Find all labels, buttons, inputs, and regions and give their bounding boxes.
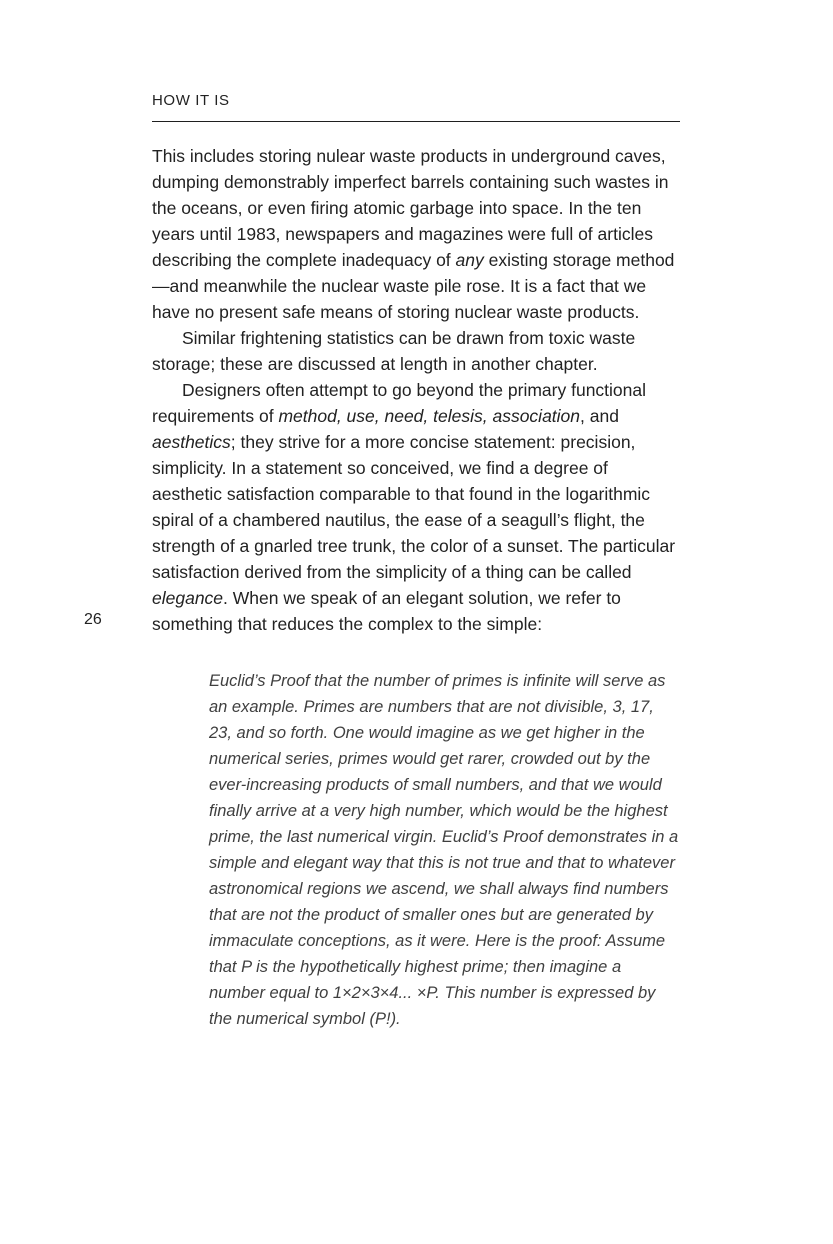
- paragraph: [152, 377, 680, 637]
- text-column: [152, 92, 680, 1032]
- paragraph: [152, 325, 680, 377]
- text-segment: Designers often attempt to go beyond the primary functional requirements of: [152, 380, 647, 426]
- quote-text: Euclid’s Proof that the number of primes is infinite will serve as an example. Primes are numbers that are not divisible, 3, 17, 23, and so forth. One would imagine as we get higher in the numerical series, primes would get rarer, crowded out by the ever-increasing products of small numbers, and that we would finally arrive at a very high number, which would be the highest prime, the last numerical virgin. Euclid’s Proof demonstrates in a simple and elegant way that this is not true and that to whatever astronomical regions we ascend, we shall always find numbers that are not the product of smaller ones but are generated by immaculate conceptions, as it were. Here is the proof: Assume that P is the hypothetically highest prime; then imagine a number equal to 1×2×3×4... ×P. This number is expressed by the numerical symbol (P!).: [209, 672, 679, 1028]
- block-quote: [209, 668, 679, 1032]
- paragraph: [152, 143, 680, 325]
- text-segment-italic: elegance: [152, 588, 224, 608]
- text-segment-italic: aesthetics: [152, 432, 231, 452]
- text-segment-italic: method, use, need, telesis, association: [278, 406, 581, 426]
- text-segment: . When we speak of an elegant solution, we refer to something that reduces the complex to the simple:: [152, 588, 621, 634]
- running-header: HOW IT IS: [152, 92, 680, 122]
- page-number: 26: [84, 611, 102, 628]
- text-segment: This includes storing nulear waste products in underground caves, dumping demonstrably imperfect barrels containing such wastes in the oceans, or even firing atomic garbage into space. In the ten years until 1983, newspapers and magazines were full of articles describing the complete inadequacy of: [152, 146, 669, 270]
- text-segment: ; they strive for a more concise statement: precision, simplicity. In a statement so conceived, we find a degree of aesthetic satisfaction comparable to that found in the logarithmic spiral of a chambered nautilus, the ease of a seagull’s flight, the strength of a gnarled tree trunk, the color of a sunset. The particular satisfaction derived from the simplicity of a thing can be called: [152, 432, 676, 582]
- text-segment-italic: any: [455, 250, 484, 270]
- body-text: [152, 143, 680, 637]
- text-segment: existing storage method—and meanwhile the nuclear waste pile rose. It is a fact that we have no present safe means of storing nuclear waste products.: [152, 250, 675, 322]
- text-segment: Similar frightening statistics can be drawn from toxic waste storage; these are discussed at length in another chapter.: [152, 328, 636, 374]
- text-segment: , and: [580, 406, 619, 426]
